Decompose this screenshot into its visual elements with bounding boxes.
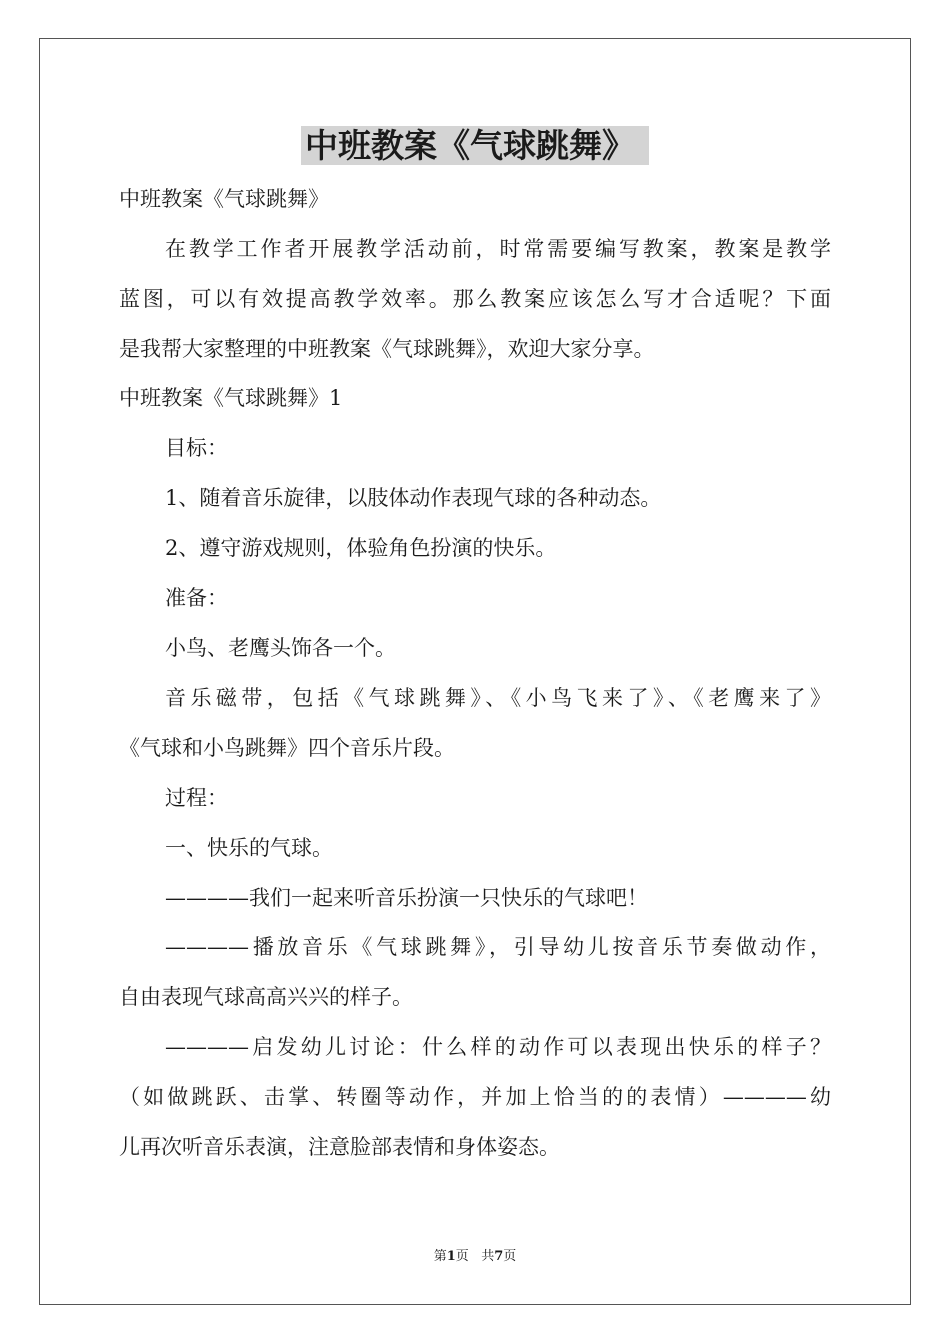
- footer-page-number: 1: [446, 1249, 456, 1264]
- footer-page-suffix: 页: [455, 1249, 469, 1264]
- step1-line-6: 儿再次听音乐表演，注意脸部表情和身体姿态。: [119, 1135, 560, 1159]
- prep-label: 准备：: [165, 586, 228, 610]
- step1-line-4: ————启发幼儿讨论：什么样的动作可以表现出快乐的样子？: [165, 1035, 831, 1059]
- page-frame: [39, 38, 911, 1305]
- intro-line-2: 蓝图，可以有效提高教学效率。那么教案应该怎么写才合适呢？下面: [119, 287, 831, 311]
- prep-item-1: 小鸟、老鹰头饰各一个。: [165, 636, 396, 660]
- goal-label: 目标：: [165, 436, 228, 460]
- step1-line-3: 自由表现气球高高兴兴的样子。: [119, 985, 413, 1009]
- footer-total-prefix: 共: [481, 1249, 495, 1264]
- section-heading: 中班教案《气球跳舞》1: [119, 386, 343, 410]
- goal-item-2: 2、遵守游戏规则，体验角色扮演的快乐。: [165, 536, 557, 560]
- step1-line-2: ————播放音乐《气球跳舞》，引导幼儿按音乐节奏做动作，: [165, 935, 831, 959]
- process-label: 过程：: [165, 786, 228, 810]
- document-title-text: 中班教案《气球跳舞》: [301, 126, 649, 165]
- page-footer: [0, 1247, 950, 1267]
- subtitle-line: 中班教案《气球跳舞》: [119, 187, 329, 211]
- step1-title: 一、快乐的气球。: [165, 836, 333, 860]
- intro-line-3: 是我帮大家整理的中班教案《气球跳舞》，欢迎大家分享。: [119, 337, 655, 361]
- footer-page-prefix: 第: [433, 1249, 447, 1264]
- document-title: [0, 126, 950, 166]
- footer-total-suffix: 页: [503, 1249, 517, 1264]
- goal-item-1: 1、随着音乐旋律，以肢体动作表现气球的各种动态。: [165, 486, 662, 510]
- step1-line-1: ————我们一起来听音乐扮演一只快乐的气球吧！: [165, 886, 648, 910]
- intro-line-1: 在教学工作者开展教学活动前，时常需要编写教案，教案是教学: [165, 237, 831, 261]
- prep-item-2: 音乐磁带，包括《气球跳舞》、《小鸟飞来了》、《老鹰来了》: [165, 686, 831, 710]
- step1-line-5: （如做跳跃、击掌、转圈等动作，并加上恰当的的表情）————幼: [119, 1085, 831, 1109]
- footer-total-pages: 7: [494, 1249, 504, 1264]
- prep-item-2-continued: 《气球和小鸟跳舞》四个音乐片段。: [119, 736, 455, 760]
